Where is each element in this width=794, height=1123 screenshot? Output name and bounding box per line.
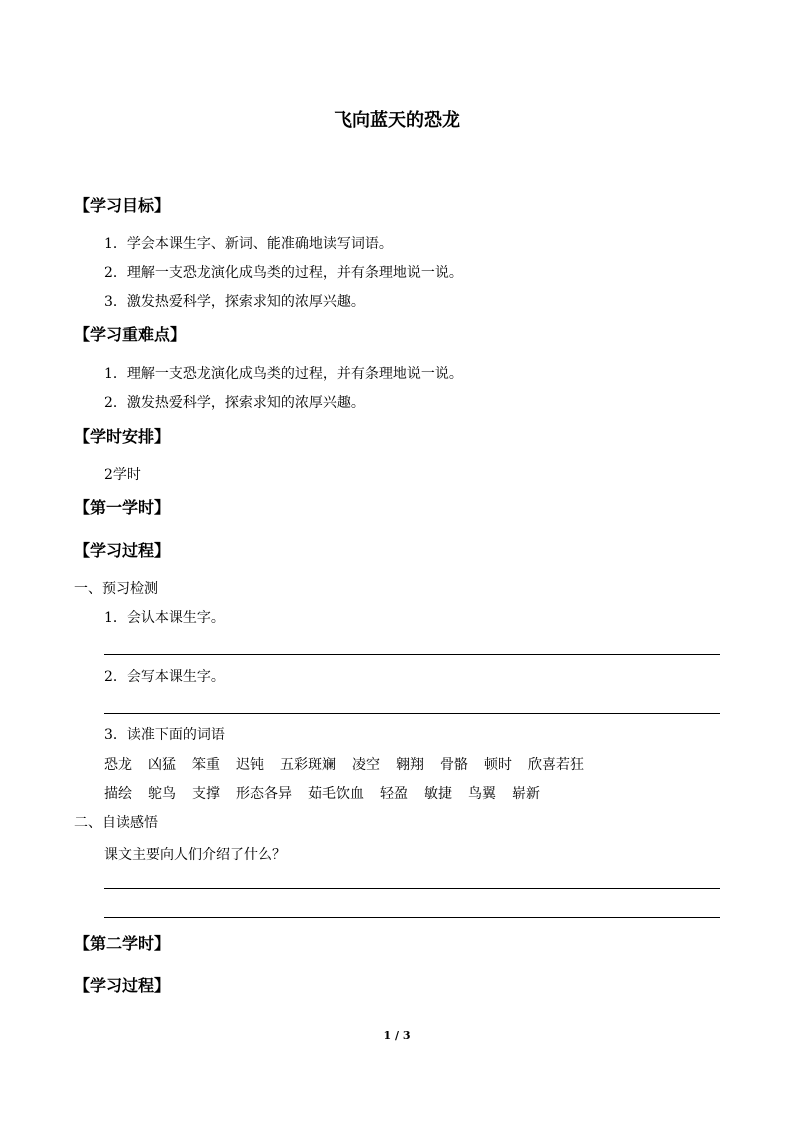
vocab-row-1 — [104, 754, 600, 774]
process-heading-2: 【学习过程】 — [74, 976, 171, 995]
key-points-heading: 【学习重难点】 — [74, 325, 187, 344]
page-title: 飞向蓝天的恐龙 — [334, 110, 460, 131]
second-period-heading: 【第二学时】 — [74, 934, 171, 953]
vocab-word: 轻盈 — [380, 786, 408, 802]
vocab-word: 凌空 — [352, 757, 380, 773]
vocab-word: 笨重 — [192, 757, 220, 773]
question-2: 2．会写本课生字。 — [104, 669, 225, 685]
answer-line-4 — [104, 917, 720, 918]
schedule-text: 2学时 — [104, 467, 141, 483]
vocab-word: 五彩斑斓 — [280, 757, 336, 773]
vocab-word: 翱翔 — [396, 757, 424, 773]
vocab-word: 崭新 — [512, 786, 540, 802]
vocab-word: 支撑 — [192, 786, 220, 802]
vocab-word: 骨骼 — [440, 757, 468, 773]
question-1: 1．会认本课生字。 — [104, 610, 225, 626]
vocab-word: 形态各异 — [236, 786, 292, 802]
vocab-word: 恐龙 — [104, 757, 132, 773]
answer-line-2 — [104, 713, 720, 714]
page-number: 1 / 3 — [383, 1029, 411, 1042]
part2-question: 课文主要向人们介绍了什么？ — [104, 847, 286, 863]
vocab-word: 迟钝 — [236, 757, 264, 773]
objective-item-2: 2．理解一支恐龙演化成鸟类的过程，并有条理地说一说。 — [104, 265, 463, 281]
objectives-heading: 【学习目标】 — [74, 196, 171, 215]
objective-item-3: 3．激发热爱科学，探索求知的浓厚兴趣。 — [104, 294, 365, 310]
objective-item-1: 1．学会本课生字、新词、能准确地读写词语。 — [104, 236, 393, 252]
vocab-word: 凶猛 — [148, 757, 176, 773]
schedule-heading: 【学时安排】 — [74, 427, 171, 446]
vocab-word: 描绘 — [104, 786, 132, 802]
vocab-word: 顿时 — [484, 757, 512, 773]
key-point-item-1: 1．理解一支恐龙演化成鸟类的过程，并有条理地说一说。 — [104, 366, 463, 382]
vocab-word: 鸟翼 — [468, 786, 496, 802]
vocab-word: 茹毛饮血 — [308, 786, 364, 802]
answer-line-1 — [104, 654, 720, 655]
vocab-word: 鸵鸟 — [148, 786, 176, 802]
vocab-word: 欣喜若狂 — [528, 757, 584, 773]
first-period-heading: 【第一学时】 — [74, 498, 171, 517]
key-point-item-2: 2．激发热爱科学，探索求知的浓厚兴趣。 — [104, 395, 365, 411]
process-heading-1: 【学习过程】 — [74, 541, 171, 560]
question-3: 3．读准下面的词语 — [104, 727, 225, 743]
answer-line-3 — [104, 888, 720, 889]
part1-heading: 一、预习检测 — [74, 581, 158, 597]
part2-heading: 二、自读感悟 — [74, 815, 158, 831]
vocab-row-2 — [104, 783, 556, 803]
vocab-word: 敏捷 — [424, 786, 452, 802]
